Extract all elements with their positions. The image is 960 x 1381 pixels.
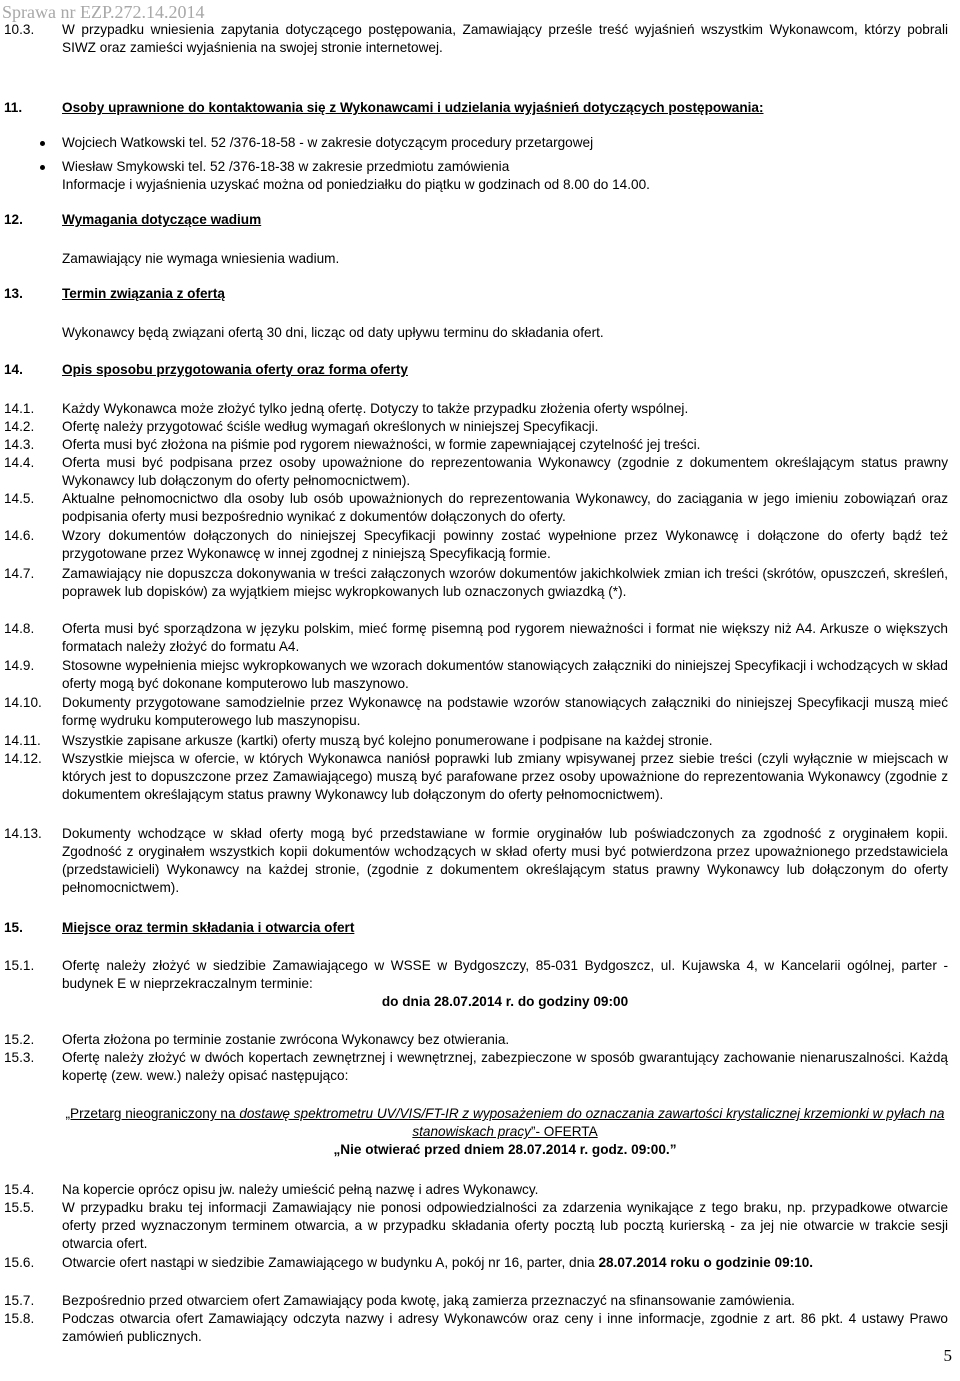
list-item-15-2 — [4, 1031, 948, 1049]
list-item-14-10 — [4, 694, 948, 730]
item-text: Stosowne wypełnienia miejsc wykropkowanych we wzorach dokumentów stanowiących załączniki do niniejszej Specyfikacji i wchodzących w skład oferty mogą być dokonane komputerowo lub maszynowo. — [62, 658, 948, 691]
item-number: 14.13. — [4, 826, 42, 841]
item-text: Ofertę należy złożyć w siedzibie Zamawiającego w WSSE w Bydgoszczy, 85-031 Bydgoszcz, ul. Kujawska 4, w Kancelarii ogólnej, parter - budynek E w nieprzekraczalnym terminie: — [62, 958, 948, 991]
list-item-15-5 — [4, 1199, 948, 1253]
item-text: W przypadku braku tej informacji Zamawiający nie ponosi odpowiedzialności za zdarzenia wynikające z tego braku, np. przypadkowe otwarcie oferty przed wyznaczonym terminem otwarcia, a w przypadku składania oferty pocztą lub pocztą kurierską - za jej nie otwarcie w trakcie sesji otwarcia ofert. — [62, 1200, 948, 1251]
item-text: Oferta musi być podpisana przez osoby upoważnione do reprezentowania Wykonawcy (zgodnie z dokumentem określającym status prawny Wykonawcy lub dołączonym do oferty pełnomocnictwem). — [62, 455, 948, 488]
section-title: Opis sposobu przygotowania oferty oraz forma oferty — [62, 362, 408, 377]
item-number: 14.2. — [4, 419, 35, 434]
item-number: 14.3. — [4, 437, 35, 452]
item-number: 15.1. — [4, 958, 35, 973]
item-text: Zamawiający nie dopuszcza dokonywania w treści załączonych wzorów dokumentów jakichkolwiek zmian ich treści (skrótów, opuszczeń, skreśleń, poprawek lub dopisków) za wyjątkiem miejsc wykropkowanych lub oznaczonych gwiazdką (*). — [62, 566, 948, 599]
opening-text: Otwarcie ofert nastąpi w siedzibie Zamawiającego w budynku A, pokój nr 16, parter, dnia — [62, 1255, 599, 1270]
list-item-14-8 — [4, 620, 948, 656]
contact-hours-note: Informacje i wyjaśnienia uzyskać można od poniedziałku do piątku w godzinach od 8.00 do 14.00. — [62, 177, 650, 192]
item-number: 15.5. — [4, 1200, 35, 1215]
list-item-14-5 — [4, 490, 948, 526]
section-13-text: Wykonawcy będą związani ofertą 30 dni, licząc od daty upływu terminu do składania ofert. — [62, 325, 604, 340]
item-number: 15.7. — [4, 1293, 35, 1308]
item-text: Dokumenty wchodzące w skład oferty mogą być przedstawiane w formie oryginałów lub poświadczonych za zgodność z oryginałem kopii. Zgodność z oryginałem wszystkich kopii dokumentów wchodzących w skład oferty musi być potwierdzona przez upoważnionego przedstawiciela (przedstawicieli) Wykonawcy na każdej stronie, (zgodnie z dokumentem określającym status prawny Wykonawcy lub dołączonym do oferty pełnomocnictwem). — [62, 826, 948, 895]
item-text: Bezpośrednio przed otwarciem ofert Zamawiający poda kwotę, jaką zamierza przeznaczyć na sfinansowanie zamówienia. — [62, 1293, 795, 1308]
item-number: 10.3. — [4, 22, 35, 37]
section-number: 12. — [4, 212, 23, 227]
item-text: Oferta musi być złożona na piśmie pod rygorem nieważności, w formie zapewniającej czytelność jej treści. — [62, 437, 701, 452]
section-title: Wymagania dotyczące wadium — [62, 212, 262, 227]
list-item-14-2 — [4, 418, 948, 436]
item-text: Wzory dokumentów dołączonych do niniejszej Specyfikacji powinny zostać wypełnione przez Wykonawcę i dołączone do oferty bądź też przygotowane przez Wykonawcę w innej zgodnej z niniejszą Specyfikacją formie. — [62, 528, 948, 561]
list-item-14-3 — [4, 436, 948, 454]
section-14-heading — [4, 361, 408, 379]
opening-date: 28.07.2014 roku o godzinie 09:10. — [598, 1255, 814, 1270]
item-number: 14.8. — [4, 621, 35, 636]
page-number: 5 — [943, 1346, 952, 1365]
item-number: 14.7. — [4, 566, 35, 581]
item-text: W przypadku wniesienia zapytania dotyczącego postępowania, Zamawiający prześle treść wyjaśnień wszystkim Wykonawcom, którzy pobrali SIWZ oraz zamieści wyjaśnienia na swojej stronie internetowej. — [62, 22, 948, 55]
item-number: 14.9. — [4, 658, 35, 673]
list-item-15-7 — [4, 1292, 948, 1310]
section-title: Miejsce oraz termin składania i otwarcia ofert — [62, 920, 355, 935]
contact-bullet-2 — [40, 158, 948, 176]
item-text: Na kopercie oprócz opisu jw. należy umieścić pełną nazwę i adres Wykonawcy. — [62, 1182, 539, 1197]
section-number: 15. — [4, 920, 23, 935]
item-number: 15.4. — [4, 1182, 35, 1197]
envelope-do-not-open: „Nie otwierać przed dniem 28.07.2014 r. godz. 09:00.” — [333, 1142, 677, 1157]
section-title: Osoby uprawnione do kontaktowania się z Wykonawcami i udzielania wyjaśnień dotyczących postępowania: — [62, 100, 764, 115]
item-text: Oferta złożona po terminie zostanie zwrócona Wykonawcy bez otwierania. — [62, 1032, 510, 1047]
envelope-suffix: ”- OFERTA — [530, 1124, 598, 1139]
section-10-3 — [4, 21, 948, 57]
item-text — [62, 1254, 948, 1272]
list-item-14-9 — [4, 657, 948, 693]
list-item-15-6 — [4, 1254, 948, 1272]
submission-deadline: do dnia 28.07.2014 r. do godziny 09:00 — [381, 994, 629, 1009]
item-number: 15.3. — [4, 1050, 35, 1065]
item-text: Aktualne pełnomocnictwo dla osoby lub osób upoważnionych do reprezentowania Wykonawcy, do zaciągania w jego imieniu zobowiązań oraz podpisania oferty musi bezpośrednio wynikać z dokumentów dołączonych do oferty. — [62, 491, 948, 524]
section-12-text: Zamawiający nie wymaga wniesienia wadium. — [62, 251, 340, 266]
bullet-text: Wojciech Watkowski tel. 52 /376-18-58 - w zakresie dotyczącym procedury przetargowej — [62, 135, 594, 150]
envelope-prefix: „Przetarg nieograniczony na — [65, 1106, 240, 1121]
list-item-15-3 — [4, 1049, 948, 1085]
section-number: 11. — [4, 100, 23, 115]
item-number: 14.10. — [4, 695, 42, 710]
section-13-heading — [4, 285, 225, 303]
item-text: Wszystkie zapisane arkusze (kartki) oferty muszą być kolejno ponumerowane i podpisane na każdej stronie. — [62, 733, 713, 748]
list-item-14-11 — [4, 732, 948, 750]
list-item-15-1 — [4, 957, 948, 993]
section-11-heading — [4, 99, 764, 117]
item-text: Wszystkie miejsca w ofercie, w których Wykonawca naniósł poprawki lub zmiany wpisywanej przez siebie treści (czyli wyłącznie w miejscach w których jest to dopuszczone przez Zamawiającego) muszą być parafowane przez osoby upoważnione do reprezentowania Wykonawcy (zgodnie z dokumentem określającym status prawny Wykonawcy lub dołączonym do oferty pełnomocnictwem). — [62, 751, 948, 802]
item-number: 14.1. — [4, 401, 35, 416]
item-number: 15.8. — [4, 1311, 35, 1326]
item-number: 14.11. — [4, 733, 41, 748]
list-item-15-4 — [4, 1181, 948, 1199]
item-text: Każdy Wykonawca może złożyć tylko jedną ofertę. Dotyczy to także przypadku złożenia oferty wspólnej. — [62, 401, 689, 416]
list-item-14-7 — [4, 565, 948, 601]
envelope-subject: dostawę spektrometru UV/VIS/FT-IR z wyposażeniem do oznaczania zawartości krystalicznej krzemionki w pyłach na stanowiskach pracy — [239, 1106, 945, 1139]
section-number: 14. — [4, 362, 23, 377]
list-item-14-6 — [4, 527, 948, 563]
item-number: 14.12. — [4, 751, 42, 766]
item-number: 14.5. — [4, 491, 35, 506]
item-number: 15.2. — [4, 1032, 35, 1047]
bullet-icon — [40, 165, 45, 170]
section-number: 13. — [4, 286, 23, 301]
item-text: Ofertę należy złożyć w dwóch kopertach zewnętrznej i wewnętrznej, zabezpieczone w sposób gwarantujący zachowanie nienaruszalności. Każdą kopertę (zew. wew.) należy opisać następująco: — [62, 1050, 948, 1083]
item-number: 14.6. — [4, 528, 35, 543]
item-number: 15.6. — [4, 1255, 35, 1270]
list-item-14-4 — [4, 454, 948, 490]
list-item-15-8 — [4, 1310, 948, 1346]
list-item-14-1 — [4, 400, 948, 418]
section-12-heading — [4, 211, 261, 229]
item-text: Dokumenty przygotowane samodzielnie przez Wykonawcę na podstawie wzorów stanowiących załączniki do niniejszej Specyfikacji muszą mieć formę wydruku komputerowego lub maszynopisu. — [62, 695, 948, 728]
list-item-14-12 — [4, 750, 948, 804]
item-text: Ofertę należy przygotować ściśle według wymagań określonych w niniejszej Specyfikacji. — [62, 419, 599, 434]
item-number: 14.4. — [4, 455, 35, 470]
list-item-14-13 — [4, 825, 948, 897]
bullet-icon — [40, 141, 45, 146]
item-text: Oferta musi być sporządzona w języku polskim, mieć formę pisemną pod rygorem nieważności i format nie większy niż A4. Arkusze o większych formatach należy złożyć do formatu A4. — [62, 621, 948, 654]
bullet-text: Wiesław Smykowski tel. 52 /376-18-38 w zakresie przedmiotu zamówienia — [62, 159, 510, 174]
envelope-label — [62, 1105, 948, 1159]
section-15-heading — [4, 919, 354, 937]
document-header: Sprawa nr EZP.272.14.2014 — [2, 2, 205, 22]
section-title: Termin związania z ofertą — [62, 286, 225, 301]
item-text: Podczas otwarcia ofert Zamawiający odczyta nazwy i adresy Wykonawców oraz ceny i inne informacje, zgodnie z art. 86 pkt. 4 ustawy Prawo zamówień publicznych. — [62, 1311, 948, 1344]
contact-bullet-1 — [40, 134, 948, 152]
